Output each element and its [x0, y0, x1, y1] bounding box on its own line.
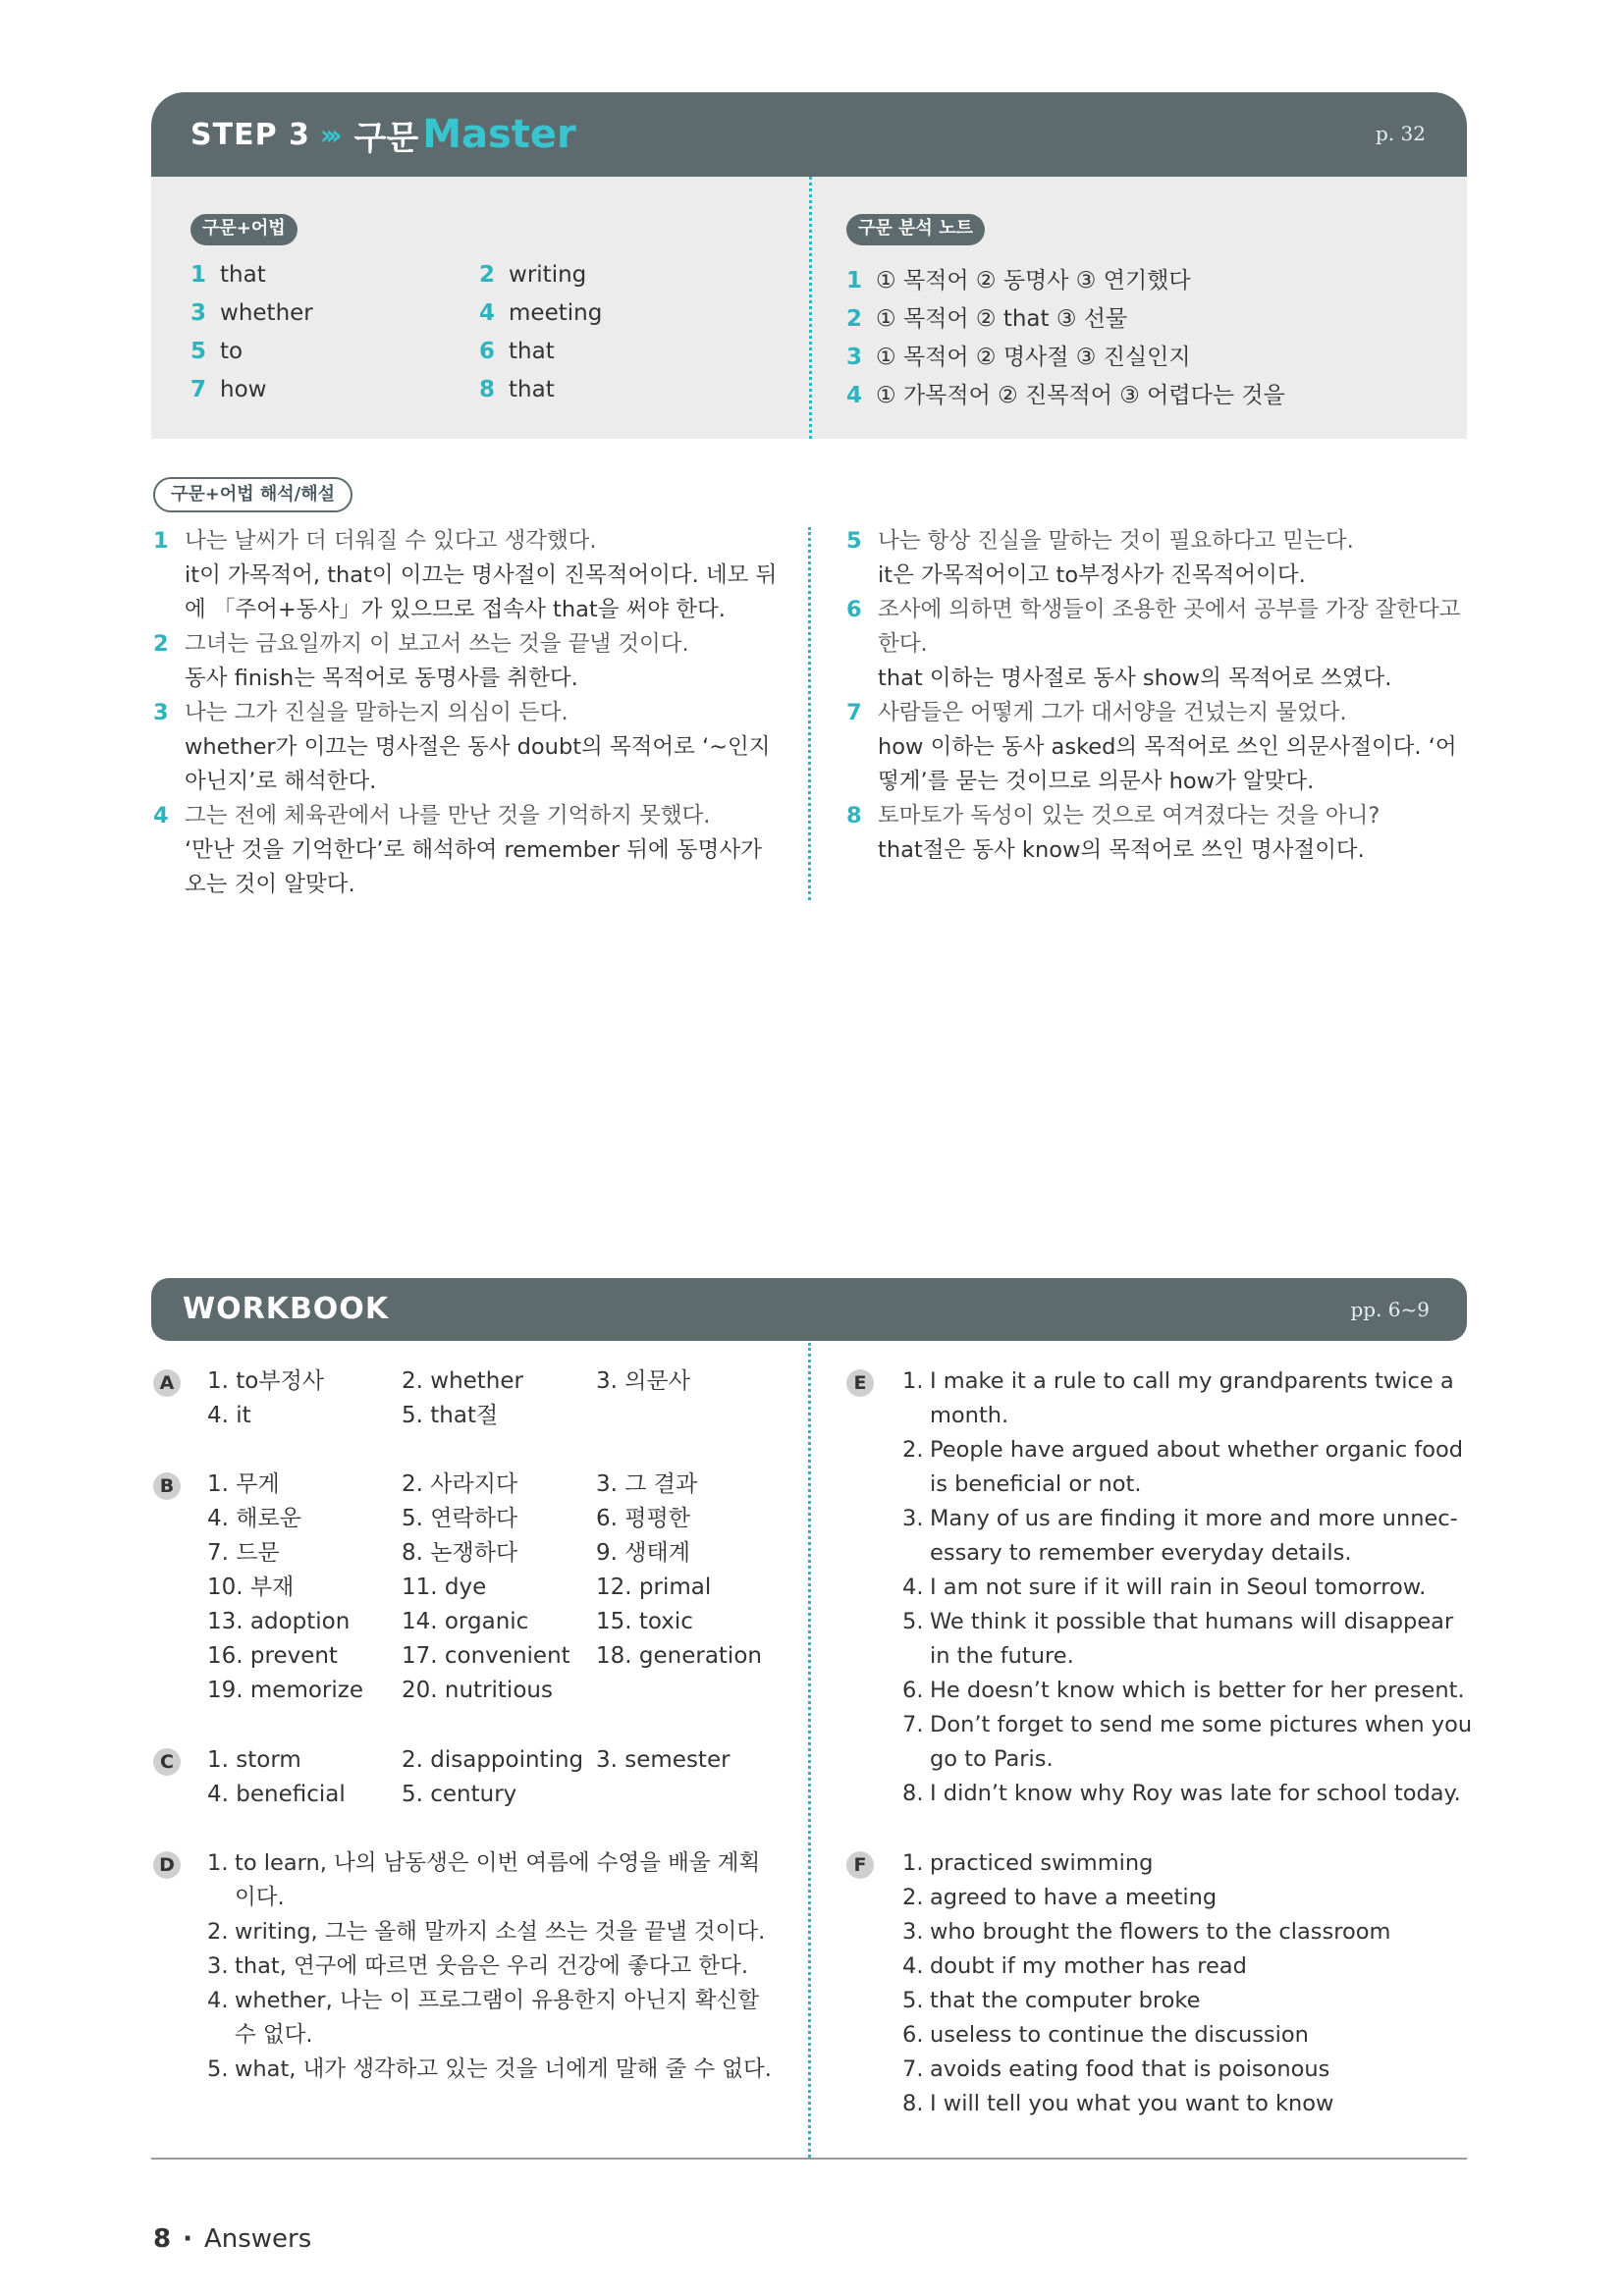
explanations-title: 구문+어법 해석/해설 — [153, 477, 352, 512]
section-badge-e: E — [846, 1369, 874, 1397]
section-e-answers: 1. I make it a rule to call my grandparents twice a month. 2. People have argued about whether organic food is beneficial or not. 3. Many of us are finding it more and more unnec- essary to remember everyday details. 4. I am not sure if it will rain in Seoul tomorrow. 5. We think it possible that humans will disappear in the future. 6. He doesn’t know which is better for her present. 7. Don’t forget to send me some pictures when you go to Paris. 8. I didn’t know why Roy was late for school today. — [902, 1368, 1473, 1806]
section-d-answers: 1. to learn, 나의 남동생은 이번 여름에 수영을 배울 계획 이다. 2. writing, 그는 올해 말까지 소설 쓰는 것을 끝낼 것이다. 3. that, 연구에 따르면 웃음은 우리 건강에 좋다고 한다. 4. whether, 나는 이 프로그램이 유용한지 아닌지 확신할 수 없다. 5. what, 내가 생각하고 있는 것을 너에게 말해 줄 수 없다. — [207, 1850, 772, 2082]
column-divider — [808, 1343, 811, 2158]
column-divider — [809, 177, 812, 439]
section-f-answers: 1. practiced swimming 2. agreed to have a meeting 3. who brought the flowers to the classroom 4. doubt if my mother has read 5. that the computer broke 6. useless to continue the discussion 7. avoids eating food that is poisonous 8. I will tell you what you want to know — [902, 1850, 1391, 2116]
workbook-header — [151, 1278, 1467, 1341]
step-page-ref: p. 32 — [1376, 122, 1426, 145]
explanation-item: 8 토마토가 독성이 있는 것으로 여겨졌다는 것을 아니? that절은 동사 know의 목적어로 쓰인 명사절이다. — [846, 803, 1380, 863]
explanation-item: 7 사람들은 어떻게 그가 대서양을 건넜는지 물었다. how 이하는 동사 asked의 목적어로 쓰인 의문사절이다. ‘어 떻게’를 묻는 것이므로 의문사 how가 알맞다. — [846, 700, 1457, 794]
page-number: 8 — [153, 2224, 172, 2254]
explanation-item: 4 그는 전에 체육관에서 나를 만난 것을 기억하지 못했다. ‘만난 것을 기억한다’로 해석하여 remember 뒤에 동명사가 오는 것이 알맞다. — [153, 803, 762, 897]
grammar-answer: 7 how — [190, 377, 267, 402]
grammar-answer: 3 whether — [190, 300, 313, 326]
step3-header — [151, 92, 1467, 177]
step-title-en: Master — [422, 112, 576, 157]
explanation-item: 5 나는 항상 진실을 말하는 것이 필요하다고 믿는다. it은 가목적어이고 to부정사가 진목적어이다. — [846, 528, 1354, 588]
grammar-answers-title: 구문+어법 — [190, 214, 298, 245]
grammar-answer: 4 meeting — [479, 300, 603, 326]
grammar-answer: 5 to — [190, 339, 244, 364]
analysis-note: 1 ① 목적어 ② 동명사 ③ 연기했다 — [846, 268, 1191, 294]
explanations-left — [153, 524, 782, 902]
explanations-right — [846, 524, 1475, 868]
column-divider — [808, 527, 811, 900]
analysis-note: 2 ① 목적어 ② that ③ 선물 — [846, 306, 1128, 332]
workbook-page-ref: pp. 6~9 — [1350, 1298, 1430, 1321]
section-badge-b: B — [153, 1472, 181, 1500]
analysis-note: 3 ① 목적어 ② 명사절 ③ 진실인지 — [846, 345, 1191, 370]
footer-divider — [151, 2158, 1467, 2160]
grammar-answer: 8 that — [479, 377, 555, 402]
footer-label: Answers — [203, 2224, 312, 2254]
explanation-item: 3 나는 그가 진실을 말하는지 의심이 든다. whether가 이끄는 명사절은 동사 doubt의 목적어로 ‘~인지 아닌지’로 해석한다. — [153, 700, 771, 794]
step-label: STEP 3 — [190, 117, 310, 152]
section-badge-d: D — [153, 1851, 181, 1879]
section-badge-f: F — [846, 1851, 874, 1879]
grammar-answer: 6 that — [479, 339, 555, 364]
explanation-item: 2 그녀는 금요일까지 이 보고서 쓰는 것을 끝낼 것이다. 동사 finish는 목적어로 동명사를 취한다. — [153, 631, 689, 691]
chevron-icon: ››› — [319, 118, 337, 151]
grammar-answer: 2 writing — [479, 262, 587, 288]
section-badge-a: A — [153, 1369, 181, 1397]
explanation-item: 6 조사에 의하면 학생들이 조용한 곳에서 공부를 가장 잘한다고 한다. that 이하는 명사절로 동사 show의 목적어로 쓰였다. — [846, 597, 1461, 691]
explanation-item: 1 나는 날씨가 더 더워질 수 있다고 생각했다. it이 가목적어, that이 이끄는 명사절이 진목적어이다. 네모 뒤 에 「주어+동사」가 있으므로 접속사 that을 써야 한다. — [153, 528, 778, 622]
analysis-notes-title: 구문 분석 노트 — [846, 214, 985, 245]
step3-title — [190, 110, 576, 159]
footer-separator: · — [183, 2224, 192, 2254]
page-footer — [153, 2224, 311, 2254]
step3-answer-panel — [151, 177, 1467, 439]
workbook-title: WORKBOOK — [183, 1292, 390, 1326]
section-badge-c: C — [153, 1748, 181, 1776]
grammar-answer: 1 that — [190, 262, 266, 288]
analysis-note: 4 ① 가목적어 ② 진목적어 ③ 어렵다는 것을 — [846, 383, 1285, 408]
step-title-ko: 구문 — [353, 118, 419, 158]
